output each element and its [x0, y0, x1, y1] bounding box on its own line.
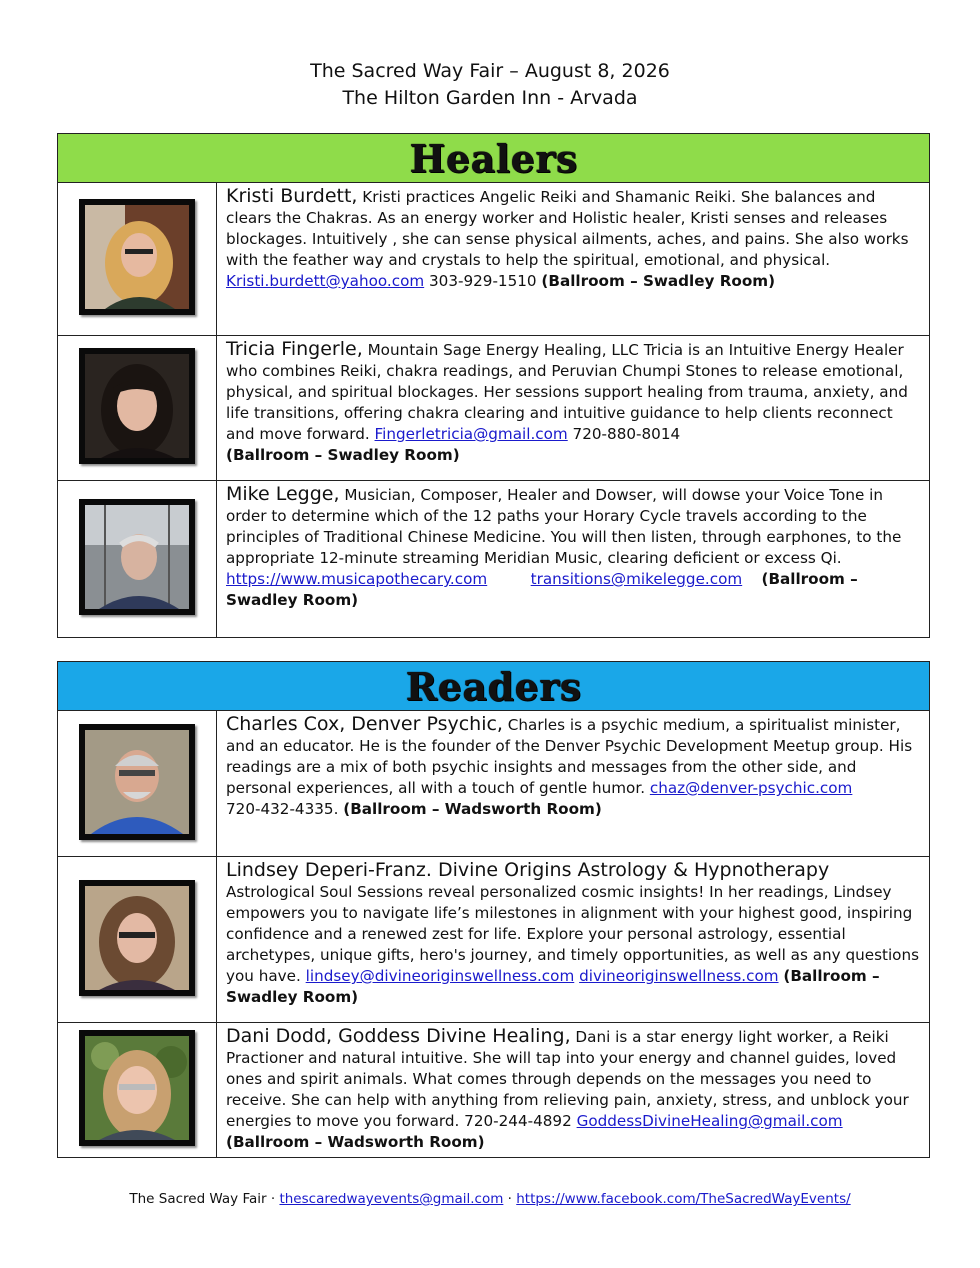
phone-text: 720-880-8014: [567, 425, 681, 443]
entry-name: Kristi Burdett,: [226, 185, 358, 207]
list-item: [58, 711, 930, 857]
entry-description: [217, 481, 930, 638]
entry-name: Charles Cox, Denver Psychic,: [226, 713, 503, 735]
entry-text: Musician, Composer, Healer and Dowser, will dowse your Voice Tone in order to determine which of the 12 paths your Horary Cycle travels according to the principles of Traditional Chinese Medicine. You will then listen, through earphones, to the appropriate 12-minute streaming Meridian Music, clearing deficient or excess Qi.: [226, 486, 902, 567]
email-link[interactable]: Fingerletricia@gmail.com: [374, 425, 568, 443]
list-item: [58, 336, 930, 481]
location-text: (Ballroom – Swadley Room): [226, 446, 460, 464]
entry-name: Lindsey Deperi-Franz. Divine Origins Astrology & Hypnotherapy: [226, 859, 830, 881]
email-link[interactable]: GoddessDivineHealing@gmail.com: [576, 1112, 843, 1130]
list-item: [58, 1023, 930, 1158]
entry-description: [217, 336, 930, 481]
avatar: [79, 199, 195, 315]
list-item: [58, 481, 930, 638]
entry-text: Charles is a psychic medium, a spiritualist minister, and an educator. He is the founder of the Denver Psychic Development Meetup group. His readings are a mix of both psychic insights and messages from the other side, and personal experiences, all with a touch of gentle humor.: [226, 716, 913, 797]
avatar: [79, 880, 195, 996]
email-link[interactable]: lindsey@divineoriginswellness.com: [305, 967, 575, 985]
photo-cell: [58, 481, 217, 638]
location-text: (Ballroom – Swadley Room): [226, 570, 858, 609]
website-link[interactable]: divineoriginswellness.com: [579, 967, 779, 985]
footer-separator: ·: [503, 1191, 517, 1207]
entry-text: Dani is a star energy light worker, a Reiki Practioner and natural intuitive. She will tap into your energy and channel guides, loved ones and spirit animals. What comes through depends on the messages you need to receive. She can help with anything from relieving pain, anxiety, stress, and unblock your energies to move you forward. 720-244-4892: [226, 1028, 909, 1130]
photo-cell: [58, 711, 217, 857]
photo-cell: [58, 336, 217, 481]
avatar: [79, 724, 195, 840]
list-item: [58, 183, 930, 336]
avatar: [79, 1030, 195, 1146]
healers-section: [57, 133, 930, 638]
entry-description: [217, 711, 930, 857]
entry-text: Kristi practices Angelic Reiki and Shamanic Reiki. She balances and clears the Chakras. As an energy worker and Holistic healer, Kristi senses and releases blockages. Intuitively , she can sense physical ailments, aches, and pains. She also works with the feather way and crystals to help the spiritual, emotional, and physical.: [226, 188, 909, 269]
healers-banner: Healers: [58, 134, 930, 183]
website-link[interactable]: https://www.musicapothecary.com: [226, 570, 488, 588]
footer-separator: ·: [266, 1191, 280, 1207]
photo-cell: [58, 1023, 217, 1158]
phone-text: 720-432-4335.: [226, 800, 344, 818]
footer-org: The Sacred Way Fair: [129, 1191, 267, 1207]
entry-text: Mountain Sage Energy Healing, LLC Tricia is an Intuitive Energy Healer who combines Reiki, chakra readings, and Peruvian Chumpi Stones to release emotional, physical, and spiritual blockages. Her sessions support healing from trauma, anxiety, and life transitions, offering chakra clearing and intuitive guidance to help clients reconnect and move forward.: [226, 341, 908, 443]
page-header: [0, 58, 980, 112]
footer-facebook-link[interactable]: https://www.facebook.com/TheSacredWayEvents/: [516, 1191, 851, 1207]
location-text: (Ballroom – Wadsworth Room): [343, 800, 602, 818]
email-link[interactable]: chaz@denver-psychic.com: [649, 779, 853, 797]
page-footer: [0, 1191, 980, 1207]
location-text: (Ballroom – Wadsworth Room): [226, 1133, 485, 1151]
photo-cell: [58, 857, 217, 1023]
readers-section: [57, 661, 930, 1158]
location-text: (Ballroom – Swadley Room): [541, 272, 776, 290]
entry-name: Tricia Fingerle,: [226, 338, 363, 360]
location-text: (Ballroom – Swadley Room): [226, 967, 880, 1006]
event-title: The Sacred Way Fair – August 8, 2026: [310, 60, 670, 82]
entry-name: Dani Dodd, Goddess Divine Healing,: [226, 1025, 571, 1047]
avatar: [79, 499, 195, 615]
photo-cell: [58, 183, 217, 336]
entry-description: [217, 1023, 930, 1158]
entry-description: [217, 857, 930, 1023]
readers-banner: Readers: [58, 662, 930, 711]
entry-name: Mike Legge,: [226, 483, 340, 505]
avatar: [79, 348, 195, 464]
email-link[interactable]: transitions@mikelegge.com: [530, 570, 743, 588]
phone-text: 303-929-1510: [424, 272, 542, 290]
list-item: [58, 857, 930, 1023]
event-venue: The Hilton Garden Inn - Arvada: [342, 87, 638, 109]
entry-text: Astrological Soul Sessions reveal personalized cosmic insights! In her readings, Lindsey empowers you to navigate life’s milestones in alignment with your highest good, inspiring confidence and a renewed zest for life. Explore your personal astrology, essential archetypes, unique gifts, hero's journey, and timely opportunities, as well as any questions you have.: [226, 883, 919, 985]
entry-description: [217, 183, 930, 336]
email-link[interactable]: Kristi.burdett@yahoo.com: [226, 272, 425, 290]
footer-email-link[interactable]: thescaredwayevents@gmail.com: [279, 1191, 504, 1207]
